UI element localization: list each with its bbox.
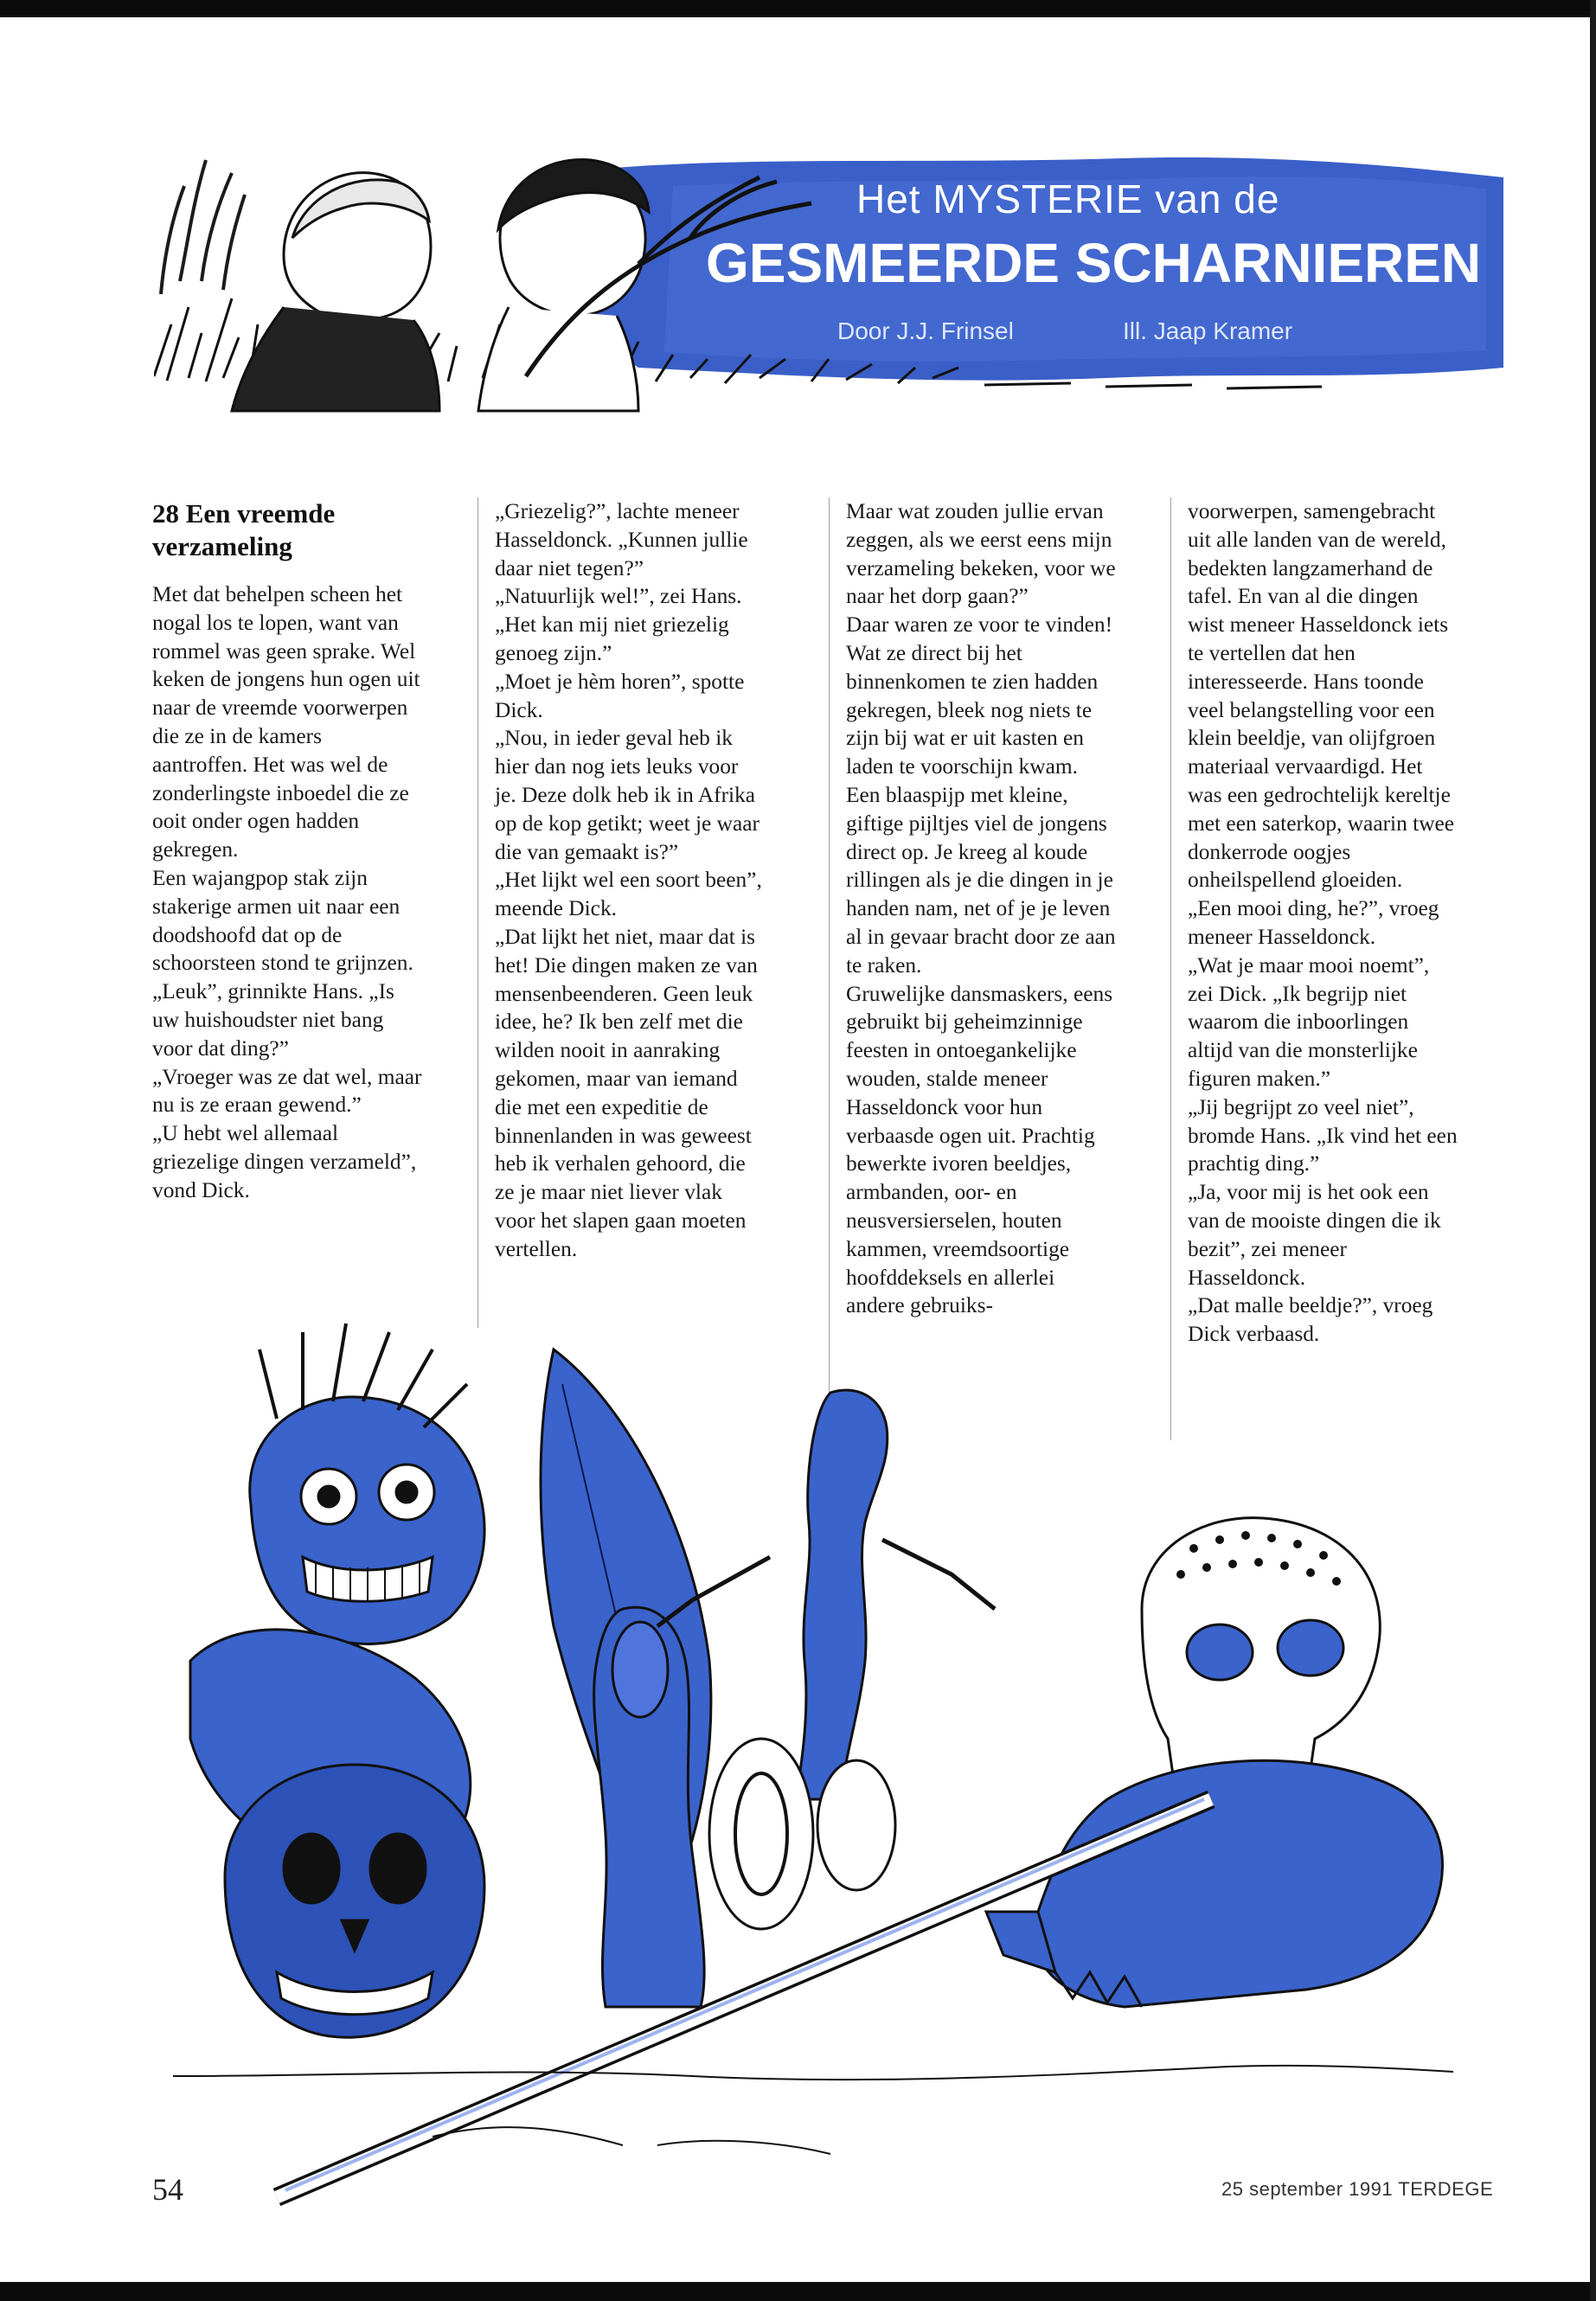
chapter-heading-line2: verzameling bbox=[152, 531, 292, 561]
text-column-3 bbox=[846, 497, 1116, 1320]
footer-publication-date: 25 september 1991 TERDEGE bbox=[1221, 2178, 1494, 2200]
column-2-text: „Griezelig?”, lachte meneer Hasseldonck. „Kunnen jullie daar niet tegen?” „Natuurlijk wel!”, zei Hans. „Het kan mij niet griezelig genoeg zijn.” „Moet je hèm horen”, spotte Dick. „Nou, in ieder geval heb ik hier dan nog iets leuks voor je. Deze dolk heb ik in Afrika op de kop getikt; weet je waar die van gemaakt is?” „Het lijkt wel een soort been”, meende Dick. „Dat lijkt het niet, maar dat is het! Die dingen maken ze van mensenbeenderen. Geen leuk idee, he? Ik ben zelf met die wilden nooit in aanraking gekomen, maar van iemand die met een expeditie de binnenlanden in was geweest heb ik verhalen gehoord, die ze je maar niet liever vlak voor het slapen gaan moeten vertellen. bbox=[495, 499, 762, 1261]
column-divider bbox=[1170, 497, 1171, 1440]
column-1-text: Met dat behelpen scheen het nogal los te lopen, want van rommel was geen sprake. Wel keken de jongens hun ogen uit naar de vreemde voorwerpen die ze in de kamers aantroffen. Het was wel de zonderlingste inboedel die ze ooit onder ogen hadden gekregen. Een wajangpop stak zijn stakerige armen uit naar een doodshoofd dat op de schoorsteen stond te grijnzen. „Leuk”, grinnikte Hans. „Is uw huishoudster niet bang voor dat ding?” „Vroeger was ze dat wel, maar nu is ze eraan gewend.” „U hebt wel allemaal griezelige dingen verzameld”, vond Dick. bbox=[152, 582, 422, 1202]
illustrator-credit: Ill. Jaap Kramer bbox=[1123, 317, 1293, 344]
banner-title-line2: GESMEERDE SCHARNIEREN bbox=[706, 232, 1482, 294]
scan-border-bottom bbox=[0, 2282, 1596, 2301]
column-3-text: Maar wat zouden jullie ervan zeggen, als we eerst eens mijn verzameling bekeken, voor we naar het dorp gaan?” Daar waren ze voor te vinden! Wat ze direct bij het binnenkomen te zien hadden gekregen, bleek nog niets te zijn bij wat er uit kasten en laden te voorschijn kwam. Een blaaspijp met kleine, giftige pijltjes viel de jongens direct op. Je kreeg al koude rillingen als je die dingen in je handen nam, net of je je leven al in gevaar bracht door ze aan te raken. Gruwelijke dansmaskers, eens gebruikt bij geheimzinnige feesten in ontoegankelijke wouden, stalde meneer Hasseldonck voor hun verbaasde ogen uit. Prachtig bewerkte ivoren beeldjes, armbanden, oor- en neusversierselen, houten kammen, vreemdsoortige hoofddeksels en allerlei andere gebruiks- bbox=[846, 499, 1116, 1318]
text-column-2 bbox=[495, 497, 765, 1264]
scan-border-right bbox=[1590, 0, 1596, 2301]
text-column-1 bbox=[152, 497, 422, 1205]
collection-illustration bbox=[173, 1315, 1453, 2232]
text-column-4 bbox=[1188, 497, 1458, 1349]
author-credit: Door J.J. Frinsel bbox=[837, 317, 1014, 344]
scan-border-top bbox=[0, 0, 1596, 17]
header-banner bbox=[154, 151, 1503, 420]
chapter-heading-line1: 28 Een vreemde bbox=[152, 498, 336, 529]
column-divider bbox=[829, 497, 830, 1414]
chapter-heading bbox=[152, 497, 422, 563]
page-number: 54 bbox=[152, 2172, 183, 2207]
banner-title-line1: Het MYSTERIE van de bbox=[856, 176, 1280, 221]
column-4-text: voorwerpen, samengebracht uit alle landen van de wereld, bedekten langzamerhand de tafel. En van al die dingen wist meneer Hasseldonck iets te vertellen dat hen interesseerde. Hans toonde veel belangstelling voor een klein beeldje, van olijfgroen materiaal vervaardigd. Het was een gedrochtelijk kereltje met een saterkop, waarin twee donkerrode oogjes onheilspellend gloeiden. „Een mooi ding, he?”, vroeg meneer Hasseldonck. „Wat je maar mooi noemt”, zei Dick. „Ik begrijp niet waarom die inboorlingen altijd van die monsterlijke figuren maken.” „Jij begrijpt zo veel niet”, bromde Hans. „Ik vind het een prachtig ding.” „Ja, voor mij is het ook een van de mooiste dingen die ik bezit”, zei meneer Hasseldonck. „Dat malle beeldje?”, vroeg Dick verbaasd. bbox=[1188, 499, 1458, 1347]
artifacts-drawing bbox=[173, 1315, 1453, 2232]
